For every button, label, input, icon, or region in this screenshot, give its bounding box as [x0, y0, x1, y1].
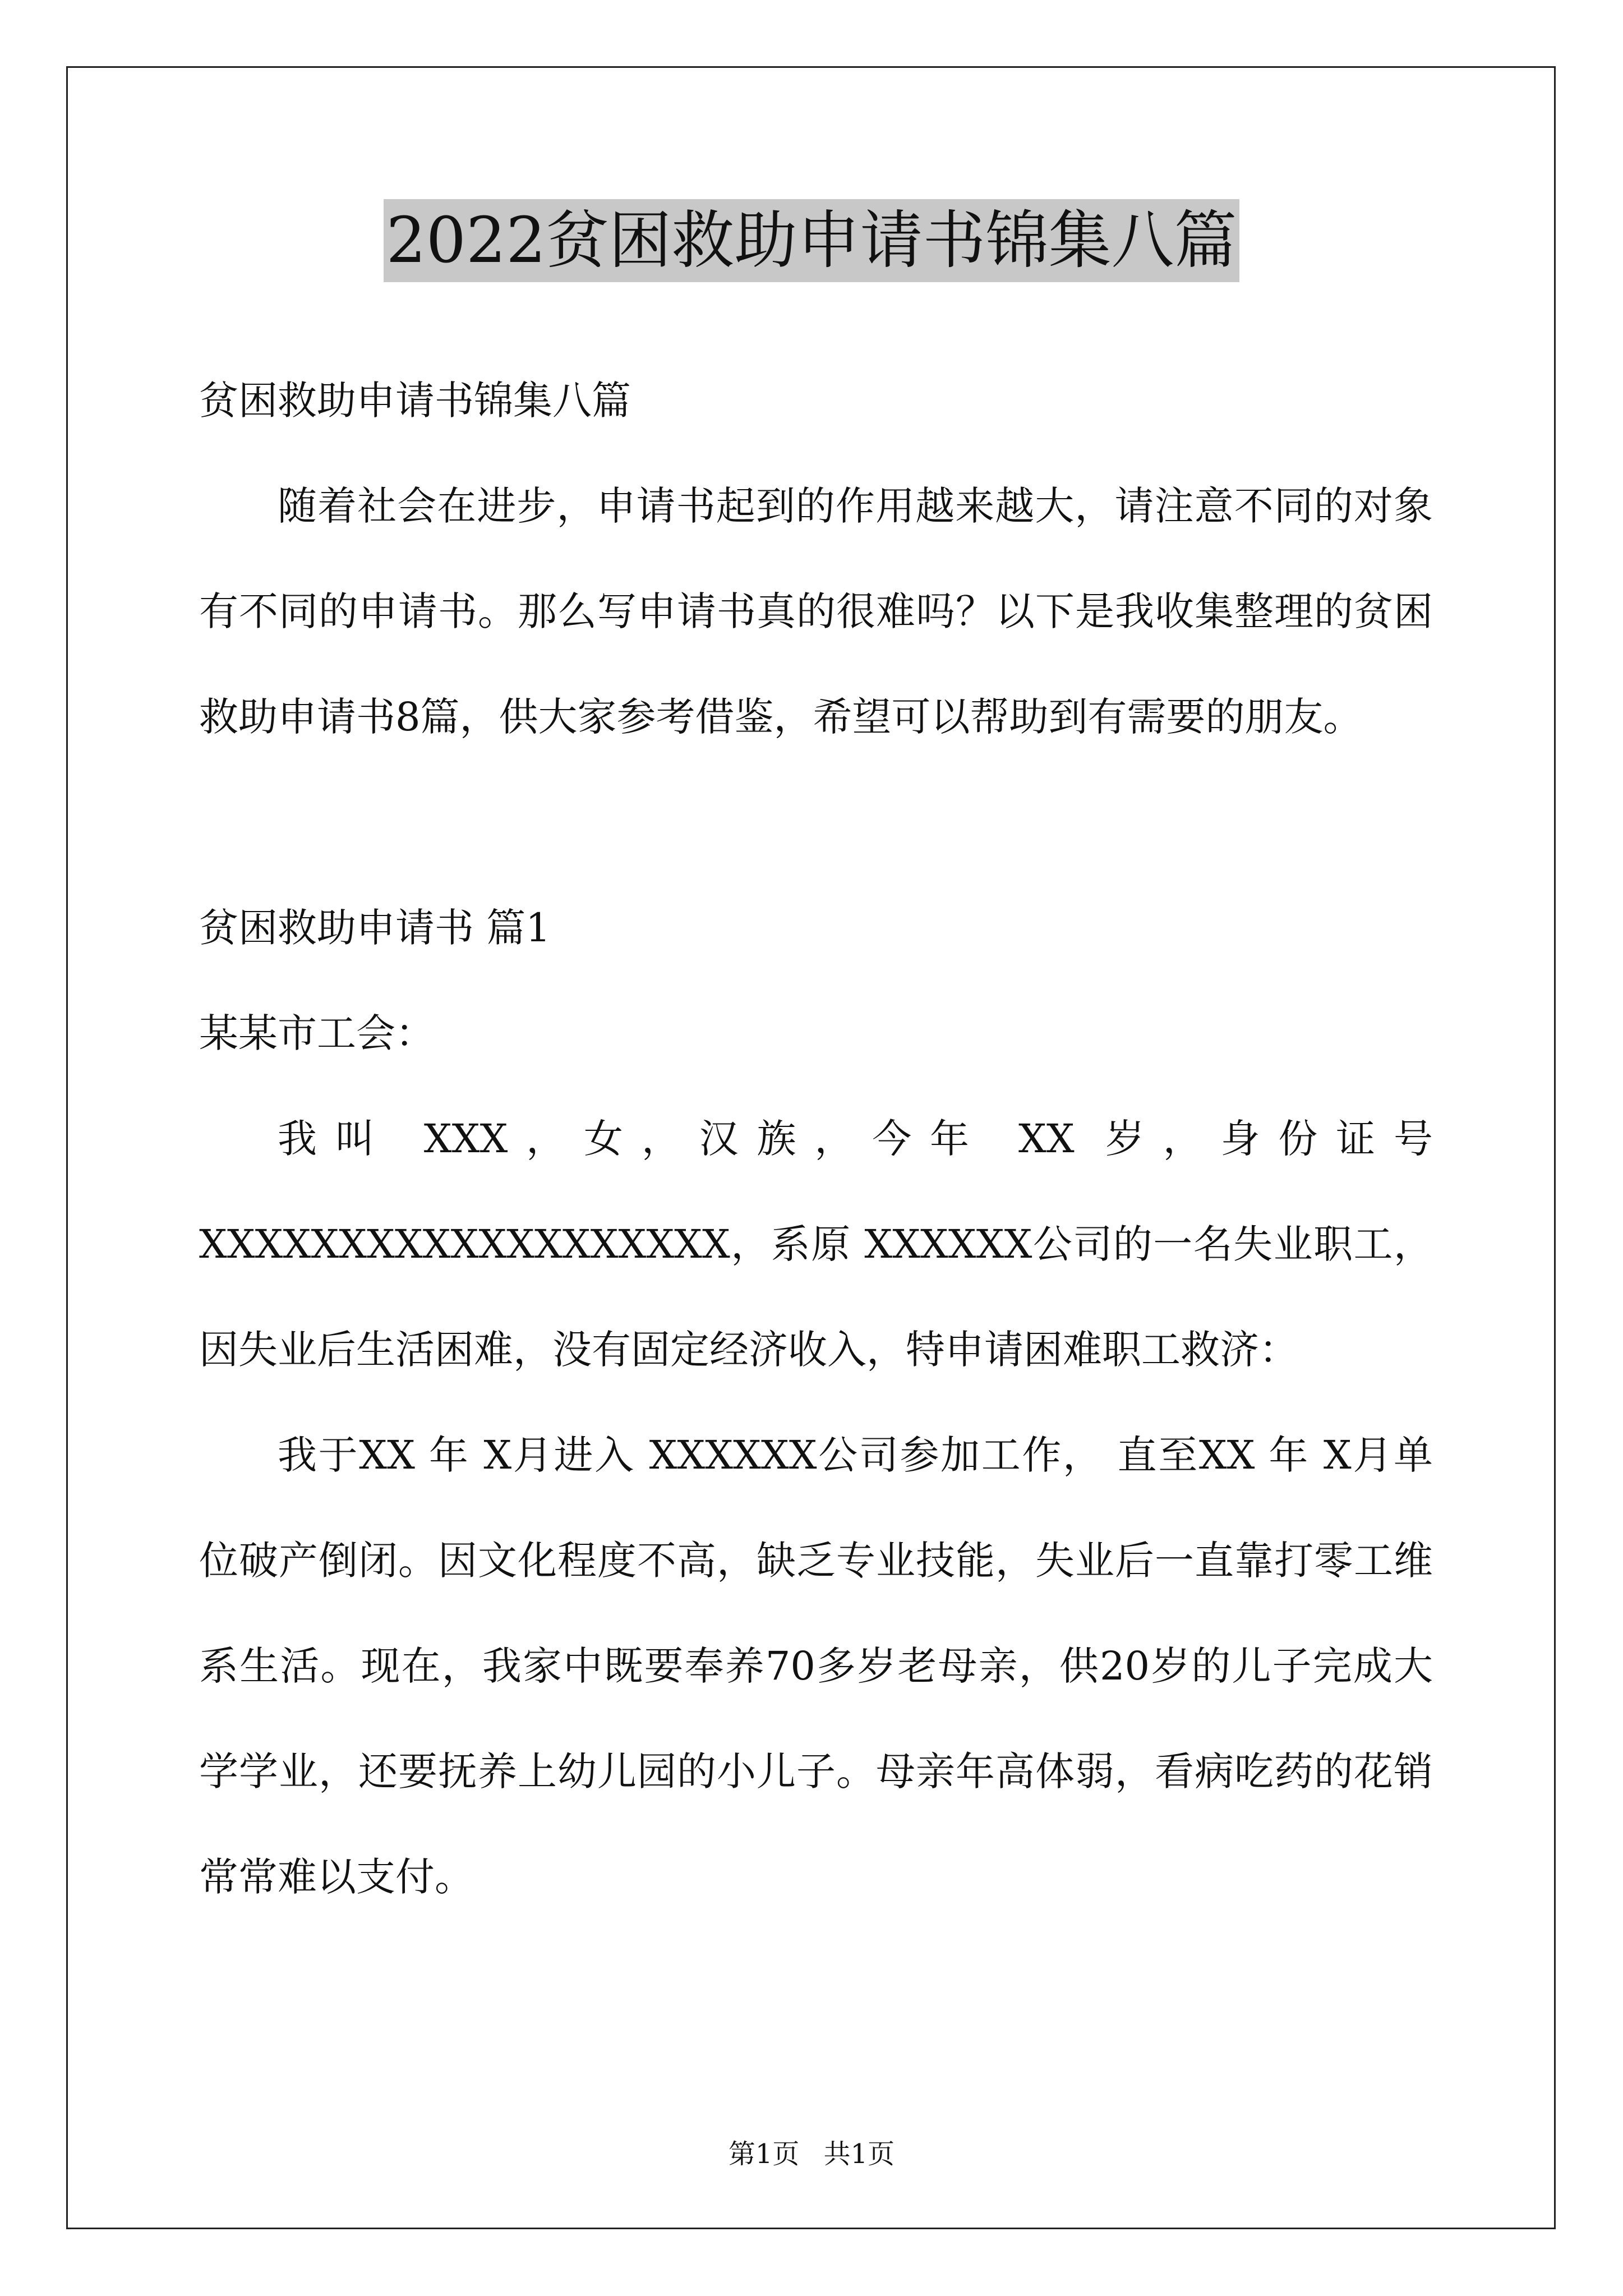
page-total: 共1页	[823, 2138, 895, 2170]
page-number: 第1页	[728, 2138, 800, 2170]
page-footer	[0, 2137, 1623, 2171]
document-body	[199, 348, 1433, 1930]
paragraph-1-first-line: 我叫 XXX，女，汉族，今年 XX 岁，身份证号	[278, 1116, 1433, 1162]
document-subtitle: 贫困救助申请书锦集八篇	[199, 378, 631, 424]
section-heading: 贫困救助申请书 篇1	[199, 905, 551, 951]
salutation: 某某市工会：	[199, 1010, 435, 1056]
title-container	[0, 199, 1623, 282]
document-title: 2022贫困救助申请书锦集八篇	[384, 199, 1239, 282]
paragraph-1-body: XXXXXXXXXXXXXXXXXXX，系原 XXXXXX公司的一名失业职工，因失业后生活困难，没有固定经济收入，特申请困难职工救济：	[199, 1221, 1433, 1373]
intro-paragraph: 随着社会在进步，申请书起到的作用越来越大，请注意不同的对象有不同的申请书。那么写申请书真的很难吗？以下是我收集整理的贫困救助申请书8篇，供大家参考借鉴，希望可以帮助到有需要的朋友。	[199, 483, 1433, 740]
paragraph-2: 我于XX 年 X月进入 XXXXXX公司参加工作， 直至XX 年 X月单位破产倒闭。因文化程度不高，缺乏专业技能，失业后一直靠打零工维系生活。现在，我家中既要奉养70多岁老母亲，供20岁的儿子完成大学学业，还要抚养上幼儿园的小儿子。母亲年高体弱，看病吃药的花销常常难以支付。	[199, 1432, 1433, 1900]
section-spacer	[199, 770, 1433, 875]
